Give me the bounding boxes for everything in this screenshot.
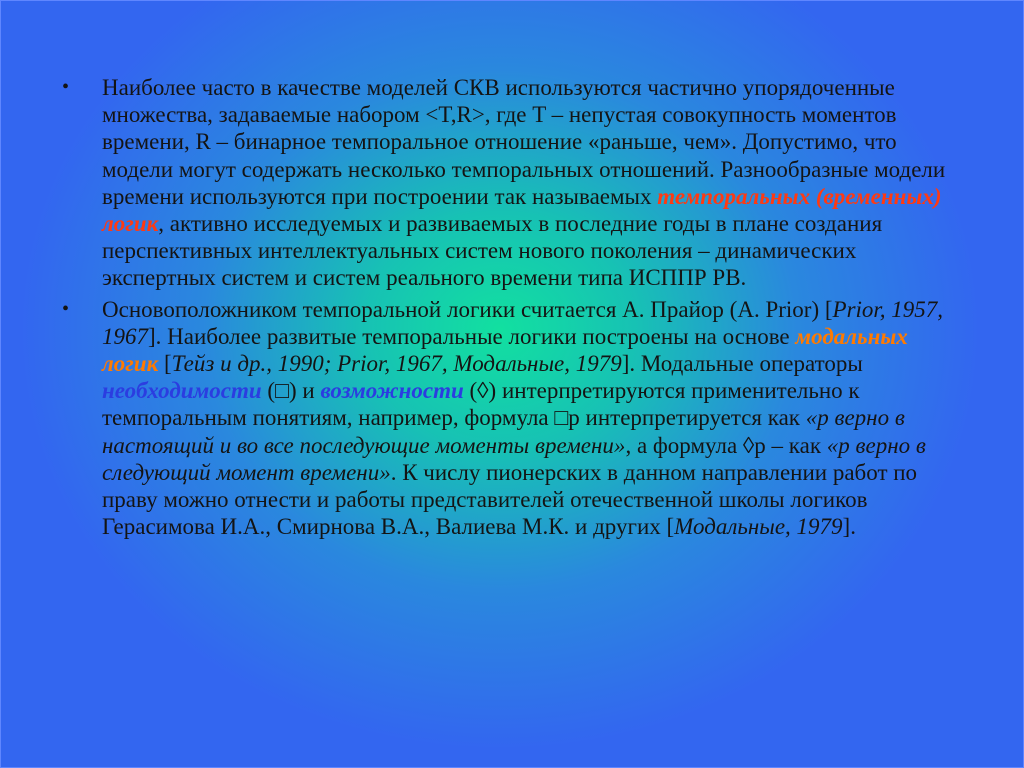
term-temporal-logics: темпоральных (временных) логик xyxy=(102,183,942,237)
bullet-text-segment: , активно исследуемых и развиваемых в последние годы в плане создания перспективных интеллектуальных систем нового поколения – динамических экспертных систем и систем реального времени типа ИСППР РВ. xyxy=(102,211,883,291)
citation: Prior, 1957, 1967 xyxy=(102,296,944,349)
term-necessity: необходимости xyxy=(102,378,262,404)
bullet-text-segment: (◊) интерпретируются применительно к темпоральным понятиям, например, формула □p интерпретируется как xyxy=(102,378,860,431)
bullet-text-segment: ]. Наиболее развитые темпоральные логики построены на основе xyxy=(148,323,796,349)
bullet-text-segment: ]. Модальные операторы xyxy=(621,351,863,377)
citation: Модальные, 1979 xyxy=(674,514,843,540)
bullet-item-2 xyxy=(60,296,950,541)
slide-body xyxy=(60,74,950,544)
bullet-marker: • xyxy=(62,297,70,320)
quote-possibility-meaning: «p верно в следующий момент времени» xyxy=(102,432,926,485)
bullet-text-segment: [ xyxy=(158,351,172,377)
term-modal-logics: модальных логик xyxy=(102,323,908,377)
bullet-marker: • xyxy=(62,76,70,98)
term-possibility: возможности xyxy=(320,378,464,404)
bullet-item-1 xyxy=(60,74,950,292)
bullet-text-segment: Основоположником темпоральной логики считается А. Прайор (A. Prior) [ xyxy=(102,296,833,322)
bullet-text-segment: ]. xyxy=(842,514,856,540)
bullet-text-segment: Наиболее часто в качестве моделей СКВ используются частично упорядоченные множества, задаваемые набором <T,R>, где T – непустая совокупность моментов времени, R – бинарное темпоральное отношение «раньше, чем». Допустимо, что модели могут содержать несколько темпоральных отношений. Разнообразные модели времени используются при построении так называемых xyxy=(102,75,946,209)
bullet-text-segment: , а формула ◊p – как xyxy=(625,432,827,458)
quote-necessity-meaning: «p верно в настоящий и во все последующие моменты времени» xyxy=(102,405,905,458)
bullet-text-segment: . К числу пионерских в данном направлении работ по праву можно отнести и работы представителей отечественной школы логиков Герасимова И.А., Смирнова В.А., Валиева М.К. и других [ xyxy=(102,459,918,540)
bullet-text-segment: (□) и xyxy=(261,378,321,404)
citation: Тейз и др., 1990; Prior, 1967, Модальные, 1979 xyxy=(171,351,622,377)
